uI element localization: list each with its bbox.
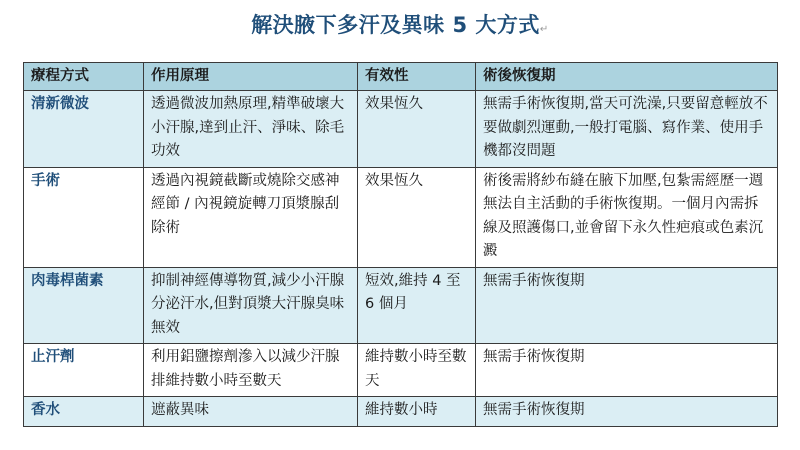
- table-header-row: [24, 63, 778, 91]
- table-row: [24, 91, 778, 168]
- table-row: [24, 397, 778, 427]
- cell-principle: 利用鋁鹽擦劑滲入以減少汗腺排維持數小時至數天: [144, 344, 358, 397]
- header-effectiveness: 有效性: [358, 63, 476, 91]
- cell-method: 手術: [24, 167, 144, 267]
- cell-principle: 遮蔽異味: [144, 397, 358, 427]
- cell-recovery: 無需手術恢復期: [476, 344, 778, 397]
- cell-effectiveness: 效果恆久: [358, 91, 476, 168]
- cell-method: 香水: [24, 397, 144, 427]
- header-recovery: 術後恢復期: [476, 63, 778, 91]
- cell-effectiveness: 短效,維持 4 至 6 個月: [358, 267, 476, 344]
- header-principle: 作用原理: [144, 63, 358, 91]
- cell-recovery: 無需手術恢復期: [476, 267, 778, 344]
- title-text: 解決腋下多汗及異味 5 大方式: [251, 13, 540, 37]
- cell-principle: 抑制神經傳導物質,減少小汗腺分泌汗水,但對頂漿大汗腺臭味無效: [144, 267, 358, 344]
- table-row: [24, 167, 778, 267]
- document-title: [0, 9, 800, 39]
- cell-principle: 透過內視鏡截斷或燒除交感神經節 / 內視鏡旋轉刀頂漿腺刮除術: [144, 167, 358, 267]
- cell-effectiveness: 效果恆久: [358, 167, 476, 267]
- cell-method: 止汗劑: [24, 344, 144, 397]
- cell-method: 清新微波: [24, 91, 144, 168]
- table-row: [24, 267, 778, 344]
- paragraph-mark: ↵: [539, 24, 549, 35]
- table-row: [24, 344, 778, 397]
- cell-principle: 透過微波加熱原理,精準破壞大小汗腺,達到止汗、淨味、除毛功效: [144, 91, 358, 168]
- cell-recovery: 無需手術恢復期,當天可洗澡,只要留意輕放不要做劇烈運動,一般打電腦、寫作業、使用手機都沒問題: [476, 91, 778, 168]
- cell-effectiveness: 維持數小時: [358, 397, 476, 427]
- header-method: 療程方式: [24, 63, 144, 91]
- treatment-table: [23, 62, 778, 427]
- cell-recovery: 無需手術恢復期: [476, 397, 778, 427]
- cell-effectiveness: 維持數小時至數天: [358, 344, 476, 397]
- cell-method: 肉毒桿菌素: [24, 267, 144, 344]
- cell-recovery: 術後需將紗布縫在腋下加壓,包紮需經歷一週無法自主活動的手術恢復期。一個月內需拆線及照護傷口,並會留下永久性疤痕或色素沉澱: [476, 167, 778, 267]
